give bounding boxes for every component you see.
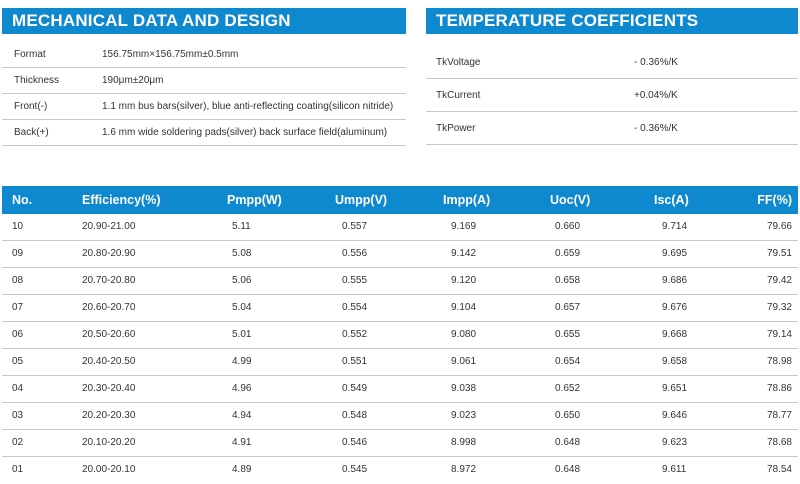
coefficient-label: TkVoltage	[436, 57, 481, 68]
cell-pmpp: 5.11	[232, 221, 251, 232]
cell-ff: 79.32	[766, 302, 792, 313]
mechanical-row-thickness	[2, 68, 406, 94]
header-umpp: Umpp(V)	[335, 193, 388, 207]
temperature-row-current	[426, 79, 798, 112]
cell-efficiency: 20.90-21.00	[82, 221, 136, 232]
cell-impp: 9.023	[451, 410, 477, 421]
cell-pmpp: 5.08	[232, 248, 252, 259]
cell-isc: 9.714	[662, 221, 688, 232]
cell-isc: 9.611	[662, 464, 687, 475]
cell-umpp: 0.554	[342, 302, 368, 313]
cell-impp: 9.104	[451, 302, 477, 313]
cell-uoc: 0.657	[555, 302, 581, 313]
cell-no: 05	[12, 356, 24, 367]
spec-label: Format	[14, 49, 46, 60]
cell-uoc: 0.658	[555, 275, 581, 286]
table-row	[2, 214, 798, 241]
efficiency-table-header	[2, 186, 798, 214]
coefficient-label: TkCurrent	[436, 90, 481, 101]
cell-uoc: 0.650	[555, 410, 581, 421]
coefficient-value: - 0.36%/K	[634, 123, 678, 134]
cell-pmpp: 5.04	[232, 302, 252, 313]
cell-pmpp: 5.01	[232, 329, 252, 340]
cell-uoc: 0.659	[555, 248, 581, 259]
header-impp: Impp(A)	[443, 193, 491, 207]
cell-pmpp: 4.94	[232, 410, 252, 421]
spec-value: 1.1 mm bus bars(silver), blue anti-reflecting coating(silicon nitride)	[102, 101, 394, 112]
cell-umpp: 0.548	[342, 410, 368, 421]
cell-efficiency: 20.70-20.80	[82, 275, 136, 286]
header-no: No.	[12, 193, 33, 207]
table-row	[2, 295, 798, 322]
header-ff: FF(%)	[757, 193, 792, 207]
cell-efficiency: 20.60-20.70	[82, 302, 136, 313]
cell-isc: 9.668	[662, 329, 688, 340]
cell-no: 02	[12, 437, 24, 448]
cell-isc: 9.695	[662, 248, 688, 259]
cell-uoc: 0.660	[555, 221, 581, 232]
cell-efficiency: 20.80-20.90	[82, 248, 136, 259]
table-row	[2, 268, 798, 295]
table-row	[2, 430, 798, 457]
cell-isc: 9.646	[662, 410, 688, 421]
temperature-section-title: TEMPERATURE COEFFICIENTS	[426, 8, 798, 34]
spec-value: 190μm±20μm	[102, 75, 164, 86]
cell-umpp: 0.555	[342, 275, 368, 286]
spec-label: Thickness	[14, 75, 60, 86]
cell-impp: 9.120	[451, 275, 477, 286]
cell-isc: 9.658	[662, 356, 688, 367]
cell-no: 06	[12, 329, 24, 340]
cell-impp: 9.169	[451, 221, 477, 232]
cell-uoc: 0.654	[555, 356, 581, 367]
cell-impp: 9.061	[451, 356, 477, 367]
cell-efficiency: 20.40-20.50	[82, 356, 136, 367]
cell-ff: 79.66	[766, 221, 792, 232]
coefficient-value: +0.04%/K	[634, 90, 678, 101]
temperature-row-power	[426, 112, 798, 145]
cell-impp: 9.038	[451, 383, 477, 394]
table-row	[2, 403, 798, 430]
cell-uoc: 0.648	[555, 464, 581, 475]
header-pmpp: Pmpp(W)	[227, 193, 282, 207]
cell-ff: 78.77	[766, 410, 792, 421]
table-row	[2, 457, 798, 484]
spec-value: 156.75mm×156.75mm±0.5mm	[102, 49, 239, 60]
cell-ff: 79.42	[766, 275, 792, 286]
cell-isc: 9.686	[662, 275, 688, 286]
cell-ff: 79.51	[766, 248, 792, 259]
coefficient-label: TkPower	[436, 123, 476, 134]
mechanical-row-back	[2, 120, 406, 146]
cell-umpp: 0.545	[342, 464, 368, 475]
cell-ff: 79.14	[766, 329, 792, 340]
cell-umpp: 0.551	[342, 356, 368, 367]
cell-impp: 8.972	[451, 464, 477, 475]
cell-pmpp: 5.06	[232, 275, 252, 286]
coefficient-value: - 0.36%/K	[634, 57, 678, 68]
cell-no: 10	[12, 221, 24, 232]
cell-uoc: 0.655	[555, 329, 581, 340]
cell-isc: 9.623	[662, 437, 688, 448]
cell-umpp: 0.549	[342, 383, 368, 394]
cell-no: 09	[12, 248, 24, 259]
cell-pmpp: 4.91	[232, 437, 252, 448]
spec-label: Back(+)	[14, 127, 49, 138]
cell-impp: 9.080	[451, 329, 477, 340]
cell-efficiency: 20.50-20.60	[82, 329, 136, 340]
mechanical-row-front	[2, 94, 406, 120]
cell-isc: 9.676	[662, 302, 688, 313]
cell-efficiency: 20.00-20.10	[82, 464, 136, 475]
mechanical-row-format	[2, 42, 406, 68]
table-row	[2, 322, 798, 349]
header-isc: Isc(A)	[654, 193, 689, 207]
cell-efficiency: 20.20-20.30	[82, 410, 136, 421]
cell-no: 08	[12, 275, 24, 286]
header-uoc: Uoc(V)	[550, 193, 591, 207]
cell-uoc: 0.648	[555, 437, 581, 448]
header-efficiency: Efficiency(%)	[82, 193, 161, 207]
cell-umpp: 0.546	[342, 437, 368, 448]
cell-pmpp: 4.99	[232, 356, 252, 367]
cell-no: 03	[12, 410, 24, 421]
cell-pmpp: 4.96	[232, 383, 252, 394]
cell-pmpp: 4.89	[232, 464, 252, 475]
cell-umpp: 0.557	[342, 221, 368, 232]
cell-impp: 8.998	[451, 437, 477, 448]
cell-no: 04	[12, 383, 24, 394]
cell-efficiency: 20.10-20.20	[82, 437, 136, 448]
temperature-row-voltage	[426, 46, 798, 79]
cell-no: 01	[12, 464, 24, 475]
cell-efficiency: 20.30-20.40	[82, 383, 136, 394]
table-row	[2, 349, 798, 376]
cell-impp: 9.142	[451, 248, 477, 259]
cell-umpp: 0.552	[342, 329, 368, 340]
table-row	[2, 241, 798, 268]
cell-ff: 78.98	[766, 356, 792, 367]
cell-ff: 78.68	[766, 437, 792, 448]
cell-isc: 9.651	[662, 383, 688, 394]
cell-uoc: 0.652	[555, 383, 581, 394]
spec-label: Front(-)	[14, 101, 48, 112]
cell-ff: 78.86	[766, 383, 792, 394]
cell-no: 07	[12, 302, 24, 313]
mechanical-section-title: MECHANICAL DATA AND DESIGN	[2, 8, 406, 34]
spec-value: 1.6 mm wide soldering pads(silver) back surface field(aluminum)	[102, 127, 388, 138]
cell-ff: 78.54	[766, 464, 792, 475]
cell-umpp: 0.556	[342, 248, 368, 259]
table-row	[2, 376, 798, 403]
